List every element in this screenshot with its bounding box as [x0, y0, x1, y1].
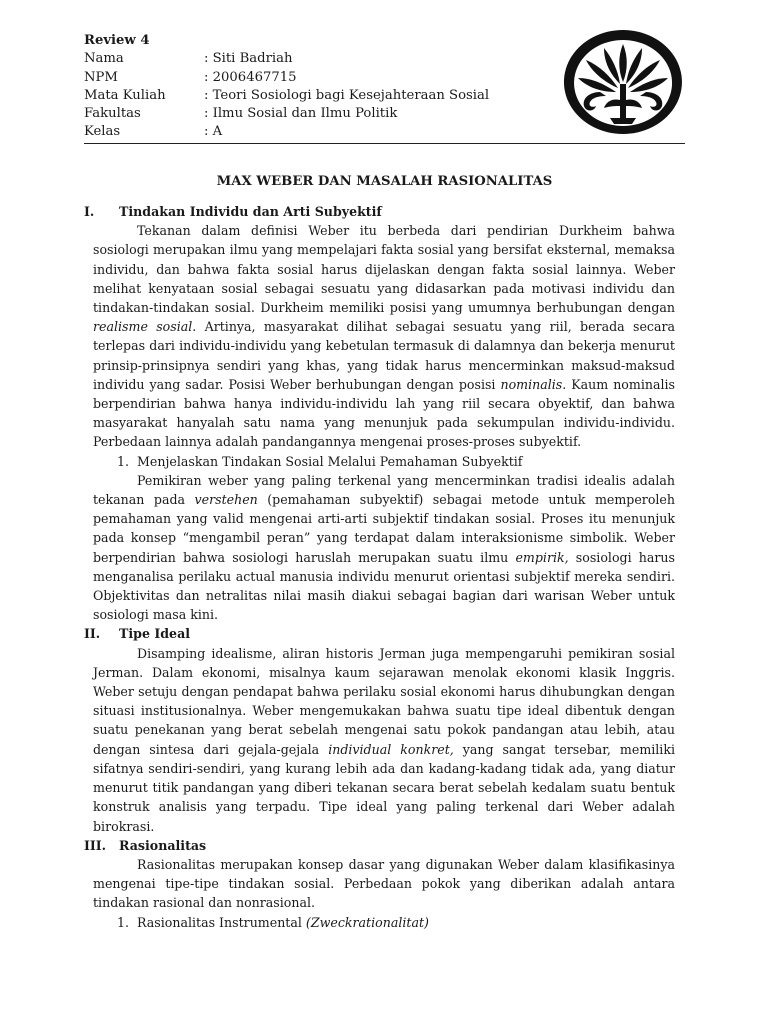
- section-number: III.: [84, 837, 107, 853]
- subsection-number: 1.: [117, 914, 130, 930]
- section-title: Tindakan Individu dan Arti Subyektif: [119, 204, 382, 219]
- paragraph: [84, 221, 675, 451]
- info-label: Nama: [84, 51, 124, 67]
- info-label: Mata Kuliah: [84, 87, 166, 103]
- text-run: Tekanan dalam definisi Weber itu berbeda dari pendirian Durkheim bahwa sosiologi merupakan ilmu yang mempelajari fakta sosial yang bersifat eksternal, memaksa individu, dan bahwa fakta sosial harus dijelaskan dengan fakta sosial lainnya. Weber melihat kenyataan sosial sebagai sesuatu yang didasarkan pada motivasi individu dan tindakan-tindakan sosial. Durkheim memiliki posisi yang umumnya berhubungan dengan: [93, 223, 675, 316]
- text-run: Artinya, masyarakat dilihat sebagai sesuatu yang riil, berada secara terlepas dari individu-individu yang kebetulan termasuk di dalamnya dan bekerja menurut prinsip-prinsipnya sendiri yang khas, yang tidak harus mencerminkan maksud-maksud individu yang sadar. Posisi Weber berhubungan dengan posisi: [93, 319, 675, 392]
- section-title: Rasionalitas: [119, 837, 207, 853]
- document-title: MAX WEBER DAN MASALAH RASIONALITAS: [216, 174, 553, 189]
- section-heading-2: [84, 624, 675, 643]
- info-label: Fakultas: [84, 106, 141, 122]
- paragraph: [84, 644, 675, 836]
- info-value: : Siti Badriah: [204, 51, 293, 67]
- section-heading-3: [84, 836, 675, 855]
- text-run: Kaum nominalis berpendirian bahwa hanya individu-individu lah yang riil secara obyektif, dan bahwa masyarakat hanyalah satu nama yang menunjuk pada sekumpulan individu-individu. Perbedaan lainnya adalah pandangannya mengenai proses-proses subyektif.: [93, 376, 675, 450]
- info-value: : 2006467715: [204, 69, 297, 85]
- subsection-number: 1.: [117, 453, 130, 469]
- info-value: : A: [204, 124, 223, 140]
- paragraph: Rasionalitas merupakan konsep dasar yang digunakan Weber dalam klasifikasinya mengenai tipe-tipe tindakan sosial. Perbedaan pokok yang diberikan adalah antara tindakan rasional dan nonrasional.: [93, 856, 675, 911]
- italic-term: nominalis.: [500, 376, 567, 392]
- section-title: Tipe Ideal: [119, 626, 191, 642]
- text-run: (pemahaman subyektif) sebagai metode untuk memperoleh pemahaman yang valid mengenai arti-arti subjektif tindakan sosial. Proses itu menunjuk pada konsep “mengambil peran” yang terdapat dalam interaksionisme simbolik. Weber berpendirian bahwa sosiologi haruslah merupakan suatu ilmu: [93, 492, 675, 565]
- info-label: NPM: [84, 69, 118, 85]
- subsection-title: [137, 913, 429, 932]
- section-heading-1: [84, 202, 675, 221]
- section-number: I.: [84, 204, 95, 219]
- info-value: : Teori Sosiologi bagi Kesejahteraan Sosial: [204, 87, 490, 103]
- subsection-title: Menjelaskan Tindakan Sosial Melalui Pemahaman Subyektif: [137, 453, 523, 469]
- paragraph: [84, 471, 675, 625]
- text-run: Rasionalitas Instrumental: [137, 914, 306, 930]
- text-run: Disamping idealisme, aliran historis Jerman juga mempengaruhi pemikiran sosial Jerman. Dalam ekonomi, misalnya kaum sejarawan menolak ekonomi klasik Inggris. Weber setuju dengan pendapat bahwa perilaku sosial ekonomi harus dihubungkan dengan situasi institusionalnya. Weber mengemukakan bahwa suatu tipe ideal dibentuk dengan suatu penekanan yang berat sebelah mengenai satu pokok pandangan atau lebih, atau dengan sintesa dari gejala-gejala: [93, 645, 675, 757]
- italic-term: (Zweckrationalitat): [305, 914, 429, 930]
- subsection-heading: [84, 452, 675, 471]
- italic-term: empirik,: [515, 549, 569, 565]
- italic-term: individual konkret,: [328, 741, 454, 757]
- document-body: [84, 202, 675, 932]
- info-label: Kelas: [84, 124, 121, 140]
- section-number: II.: [84, 626, 101, 642]
- review-label: Review 4: [84, 33, 150, 48]
- text-run: sosiologi harus menganalisa perilaku actual manusia individu menurut orientasi subjektif mereka sendiri. Objektivitas dan netralitas nilai masih diakui sebagai bagian dari warisan Weber untuk sosiologi masa kini.: [93, 549, 675, 623]
- text-run: yang sangat tersebar, memiliki sifatnya sendiri-sendiri, yang kurang lebih ada dan kadang-kadang tidak ada, yang diatur menurut titik pandangan yang diberi tekanan secara berat sebelah kedalam suatu bentuk konstruk analisis yang terpadu. Tipe ideal yang paling terkenal dari Weber adalah birokrasi.: [93, 741, 675, 834]
- university-emblem-icon: [560, 26, 686, 134]
- info-value: : Ilmu Sosial dan Ilmu Politik: [204, 106, 398, 122]
- italic-term: realisme sosial.: [93, 319, 197, 335]
- subsection-heading: [84, 913, 675, 932]
- text-run: Pemikiran weber yang paling terkenal yang mencerminkan tradisi idealis adalah tekanan pada: [93, 472, 675, 508]
- italic-term: verstehen: [194, 492, 258, 508]
- header-divider: [84, 143, 685, 144]
